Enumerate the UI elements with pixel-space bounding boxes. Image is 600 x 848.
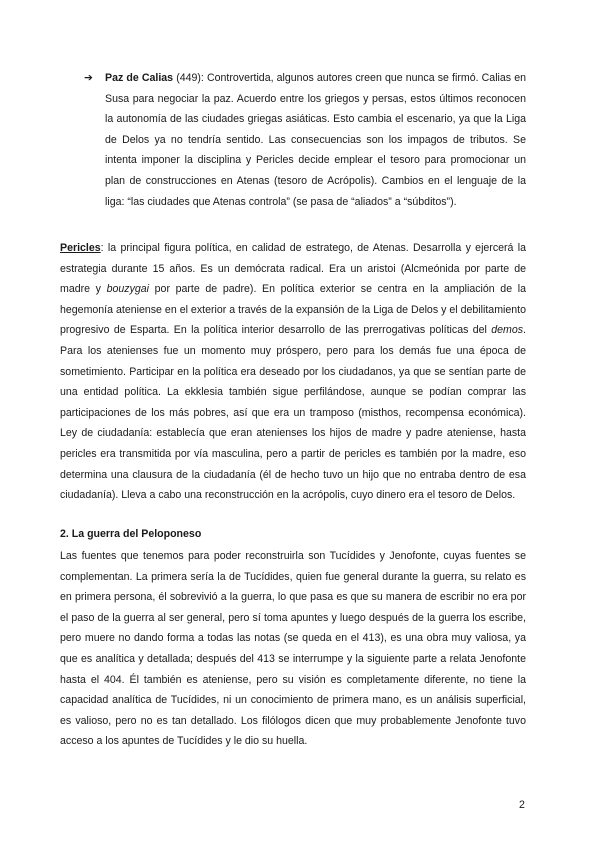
pericles-italic-bouzygai: bouzygai [106, 283, 150, 296]
paz-de-calias-bullet [84, 68, 526, 212]
arrow-bullet-icon: ➔ [84, 72, 93, 84]
pericles-text-3: . Para los atenienses fue un momento muy próspero, pero para los demás fue una época de sometimiento. Participar en la política era deseado por los ciudadanos, ya que se sentían parte de una entidad política. La ekklesia también sigue perfilándose, aunque se podían comprar las participaciones de los más pobres, así que era un tramposo (misthos, recompensa económica). Ley de ciudadanía: establecía que eran atenienses los hijos de madre y padre ateniense, hasta pericles era transmitida por vía masculina, pero a partir de pericles es también por la madre, eso determina una clausura de la ciudadanía (él de hecho tuvo un hijo que no entraba dentro de esa ciudadanía). Lleva a cabo una reconstrucción en la acrópolis, cuyo dinero era el tesoro de Delos. [60, 324, 526, 502]
pericles-italic-demos: demos [491, 324, 524, 337]
pericles-text-1: : la principal figura política, en calidad de estratego, de Atenas. Desarrolla y ejercerá la estrategia durante 15 años. Es un demócrata radical. Era un aristoi (Alcmeónida por parte de madre y [60, 242, 526, 296]
page-number: 2 [519, 799, 525, 811]
section-2-heading: 2. La guerra del Peloponeso [60, 528, 202, 540]
paz-de-calias-title: Paz de Calias [105, 72, 174, 84]
guerra-paragraph: Las fuentes que tenemos para poder reconstruirla son Tucídides y Jenofonte, cuyas fuentes se complementan. La primera sería la de Tucídides, quien fue general durante la guerra, su relato es en primera persona, él sobrevivió a la guerra, lo que pasa es que su manera de escribir no era por el paso de la guerra al ser general, pero sí toma apuntes y luego después de la guerra los escribe, pero muere no dando forma a todas las notas (se queda en el 413), es una obra muy valiosa, ya que es analítica y detallada; después del 413 se interrumpe y la siguiente parte a relata Jenofonte hasta el 404. Él también es ateniense, pero su visión es completamente diferente, no tiene la capacidad analítica de Tucídides, ni un conocimiento de primera mano, es un análisis superficial, es valioso, pero no es tan detallado. Los filólogos dicen que muy probablemente Jenofonte tuvo acceso a los apuntes de Tucídides y le dio su huella. [60, 550, 526, 748]
pericles-text-2: por parte de padre). En política exterior se centra en la ampliación de la hegemonía ateniense en el exterior a través de la expansión de la Liga de Delos y el debilitamiento progresivo de Esparta. En la política interior desarrollo de las prerrogativas políticas del [60, 283, 526, 337]
pericles-term: Pericles [60, 242, 101, 254]
paz-de-calias-body: (449): Controvertida, algunos autores creen que nunca se firmó. Calias en Susa para negociar la paz. Acuerdo entre los griegos y persas, estos últimos reconocen la autonomía de las ciudades griegas asiáticas. Esto cambia el escenario, ya que la Liga de Delos ya no tendría sentido. Las consecuencias son los impagos de tributos. Se intenta imponer la disciplina y Pericles decide emplear el tesoro para promocionar un plan de construcciones en Atenas (tesoro de Acrópolis). Cambios en el lenguaje de la liga: “las ciudades que Atenas controla” (se pasa de “aliados” a “súbditos”). [105, 72, 526, 208]
pericles-paragraph [60, 238, 526, 506]
paz-de-calias-text [105, 68, 526, 212]
